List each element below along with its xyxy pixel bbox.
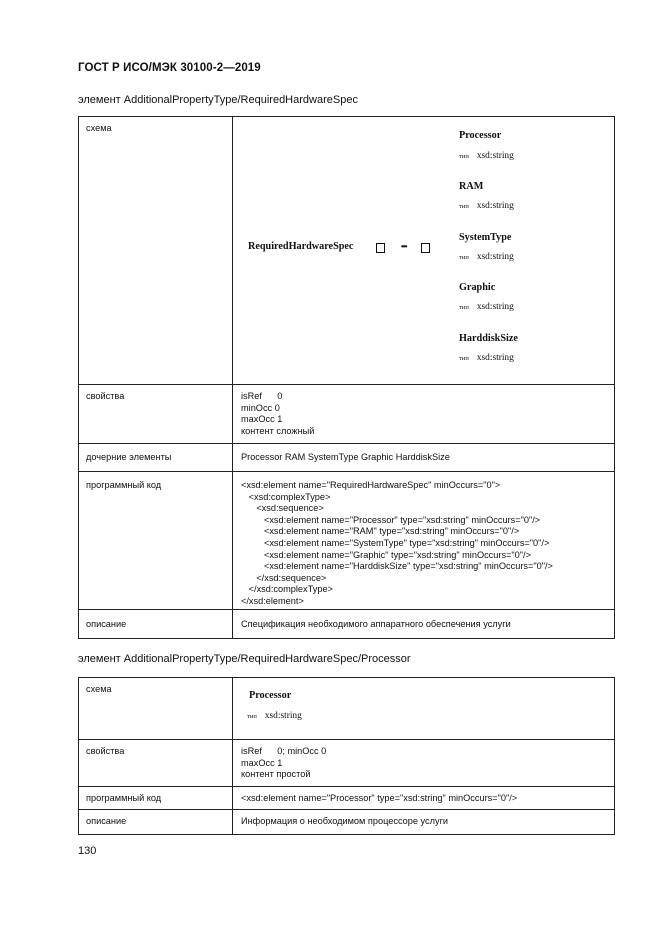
code-value: <xsd:element name="Processor" type="xsd:string" minOccurs="0"/>	[233, 787, 615, 810]
children-label: дочерние элементы	[79, 444, 233, 472]
description-label: описание	[79, 810, 233, 835]
element-name: Processor	[249, 690, 292, 701]
code-block: <xsd:element name="RequiredHardwareSpec" minOccurs="0"> <xsd:complexType> <xsd:sequence> <xsd:element name="Processor" type="xsd:string" minOccurs="0"/> <xsd:element name="RAM" type="xsd:string" minOccurs="0"/> <xsd:element name="SystemType" type="xsd:string" minOccurs="0"/> <xsd:element name="Graphic" type="xsd:string" minOccurs="0"/> <xsd:element name="HarddiskSize" type="xsd:string" minOccurs="0"/> </xsd:sequence> </xsd:complexType> </xsd:element>	[233, 472, 615, 610]
child-element-type: тип xsd:string	[459, 201, 514, 211]
child-element-type: тип xsd:string	[459, 151, 514, 161]
description-value: Информация о необходимом процессоре услуги	[233, 810, 615, 835]
schema-label: схема	[79, 117, 233, 385]
element-table-processor	[78, 677, 615, 835]
child-element-type: тип xsd:string	[459, 353, 514, 363]
child-element-type: тип xsd:string	[459, 252, 514, 262]
element-table-required-hardware-spec	[78, 116, 615, 639]
child-element-name: HarddiskSize	[459, 333, 518, 344]
child-element-name: Processor	[459, 130, 502, 141]
page-number: 130	[78, 845, 97, 857]
description-value: Спецификация необходимого аппаратного обеспечения услуги	[233, 610, 615, 639]
child-element-type: тип xsd:string	[459, 302, 514, 312]
properties-label: свойства	[79, 385, 233, 444]
children-value: Processor RAM SystemType Graphic HarddiskSize	[233, 444, 615, 472]
schema-diagram	[233, 678, 615, 740]
sequence-icon: •••	[401, 242, 407, 251]
description-label: описание	[79, 610, 233, 639]
element-type: тип xsd:string	[247, 711, 302, 721]
code-label: программный код	[79, 472, 233, 610]
element-box-icon	[421, 243, 430, 253]
document-header: ГОСТ Р ИСО/МЭК 30100-2—2019	[78, 62, 261, 74]
section-caption-processor: элемент AdditionalPropertyType/RequiredHardwareSpec/Processor	[78, 653, 411, 665]
properties-value: isRef 0; minOcc 0 maxOcc 1 контент простой	[233, 740, 615, 787]
schema-diagram	[233, 117, 615, 385]
child-element-name: Graphic	[459, 282, 496, 293]
properties-value: isRef 0 minOcc 0 maxOcc 1 контент сложный	[233, 385, 615, 444]
code-label: программный код	[79, 787, 233, 810]
section-caption-required-hardware-spec: элемент AdditionalPropertyType/RequiredHardwareSpec	[78, 94, 358, 106]
properties-label: свойства	[79, 740, 233, 787]
root-element-name: RequiredHardwareSpec	[248, 241, 354, 252]
child-element-name: SystemType	[459, 232, 512, 243]
child-element-name: RAM	[459, 181, 484, 192]
schema-label: схема	[79, 678, 233, 740]
element-box-icon	[376, 243, 385, 253]
